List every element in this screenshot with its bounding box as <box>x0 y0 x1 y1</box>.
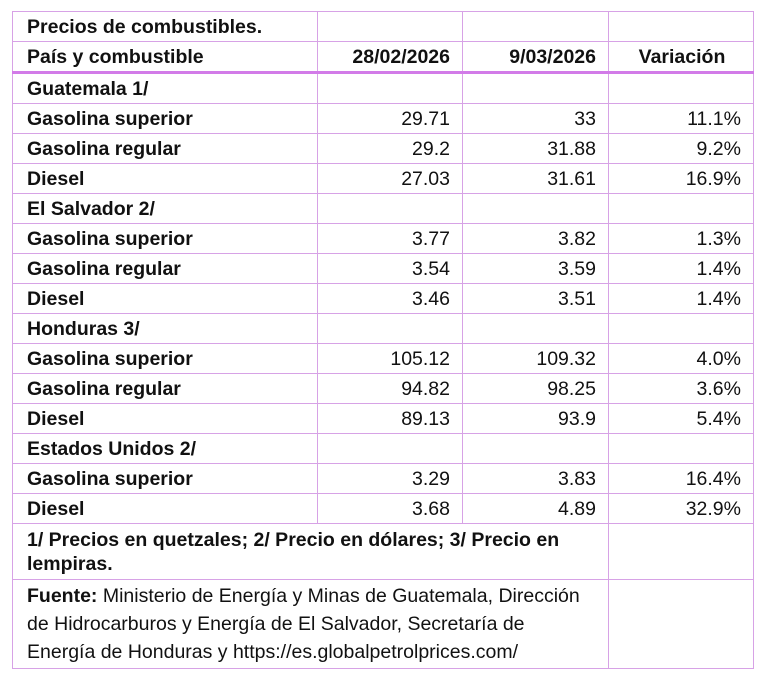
price-date-1: 105.12 <box>318 344 463 374</box>
title-empty-cell <box>318 12 463 42</box>
country-empty-cell <box>318 314 463 344</box>
fuel-name: Gasolina regular <box>13 254 318 284</box>
price-date-1: 3.54 <box>318 254 463 284</box>
fuel-name: Gasolina superior <box>13 224 318 254</box>
price-date-2: 93.9 <box>463 404 609 434</box>
country-empty-cell <box>463 314 609 344</box>
fuel-row <box>13 134 754 164</box>
country-row <box>13 73 754 104</box>
price-date-2: 33 <box>463 104 609 134</box>
price-variation: 16.4% <box>609 464 754 494</box>
country-empty-cell <box>318 73 463 104</box>
fuel-name: Gasolina superior <box>13 104 318 134</box>
fuel-row <box>13 464 754 494</box>
table-title: Precios de combustibles. <box>13 12 318 42</box>
fuel-name: Gasolina superior <box>13 344 318 374</box>
fuel-row <box>13 104 754 134</box>
price-date-1: 29.2 <box>318 134 463 164</box>
price-date-1: 89.13 <box>318 404 463 434</box>
price-date-2: 3.51 <box>463 284 609 314</box>
country-row <box>13 314 754 344</box>
price-date-1: 3.29 <box>318 464 463 494</box>
price-variation: 5.4% <box>609 404 754 434</box>
price-variation: 32.9% <box>609 494 754 524</box>
fuel-name: Diesel <box>13 404 318 434</box>
price-date-2: 109.32 <box>463 344 609 374</box>
country-empty-cell <box>318 194 463 224</box>
price-date-1: 3.68 <box>318 494 463 524</box>
header-variation: Variación <box>609 42 754 73</box>
fuel-row <box>13 224 754 254</box>
fuel-row <box>13 164 754 194</box>
fuel-name: Gasolina superior <box>13 464 318 494</box>
price-variation: 1.4% <box>609 254 754 284</box>
fuel-price-table-container <box>12 11 754 669</box>
fuel-name: Diesel <box>13 494 318 524</box>
price-date-2: 31.88 <box>463 134 609 164</box>
title-empty-cell <box>609 12 754 42</box>
fuel-name: Gasolina regular <box>13 134 318 164</box>
price-date-1: 3.46 <box>318 284 463 314</box>
country-row <box>13 434 754 464</box>
price-date-2: 3.59 <box>463 254 609 284</box>
fuel-row <box>13 284 754 314</box>
country-name: Guatemala 1/ <box>13 73 318 104</box>
price-variation: 9.2% <box>609 134 754 164</box>
fuel-row <box>13 494 754 524</box>
header-date-2: 9/03/2026 <box>463 42 609 73</box>
footnote-empty-cell <box>609 524 754 580</box>
price-variation: 1.4% <box>609 284 754 314</box>
country-empty-cell <box>318 434 463 464</box>
price-date-2: 98.25 <box>463 374 609 404</box>
header-row <box>13 42 754 73</box>
country-name: Estados Unidos 2/ <box>13 434 318 464</box>
header-country-fuel: País y combustible <box>13 42 318 73</box>
country-empty-cell <box>609 194 754 224</box>
fuel-name: Diesel <box>13 284 318 314</box>
footnote-row <box>13 524 754 580</box>
price-variation: 16.9% <box>609 164 754 194</box>
price-date-1: 94.82 <box>318 374 463 404</box>
price-date-1: 3.77 <box>318 224 463 254</box>
country-name: El Salvador 2/ <box>13 194 318 224</box>
price-date-1: 29.71 <box>318 104 463 134</box>
price-variation: 3.6% <box>609 374 754 404</box>
fuel-price-table <box>12 11 754 669</box>
title-empty-cell <box>463 12 609 42</box>
price-date-2: 4.89 <box>463 494 609 524</box>
price-variation: 4.0% <box>609 344 754 374</box>
title-row <box>13 12 754 42</box>
fuel-name: Gasolina regular <box>13 374 318 404</box>
source-row <box>13 580 754 669</box>
price-date-2: 31.61 <box>463 164 609 194</box>
footnote: 1/ Precios en quetzales; 2/ Precio en dólares; 3/ Precio en lempiras. <box>13 524 609 580</box>
source-note <box>13 580 609 669</box>
price-variation: 11.1% <box>609 104 754 134</box>
country-empty-cell <box>609 73 754 104</box>
country-empty-cell <box>463 434 609 464</box>
fuel-row <box>13 254 754 284</box>
fuel-name: Diesel <box>13 164 318 194</box>
country-empty-cell <box>463 73 609 104</box>
source-text: Ministerio de Energía y Minas de Guatemala, Dirección de Hidrocarburos y Energía de El Salvador, Secretaría de Energía de Honduras y https://es.globalpetrolprices.com/ <box>27 585 580 663</box>
country-row <box>13 194 754 224</box>
fuel-row <box>13 344 754 374</box>
header-date-1: 28/02/2026 <box>318 42 463 73</box>
price-date-2: 3.82 <box>463 224 609 254</box>
price-date-1: 27.03 <box>318 164 463 194</box>
source-empty-cell <box>609 580 754 669</box>
price-variation: 1.3% <box>609 224 754 254</box>
fuel-row <box>13 374 754 404</box>
fuel-row <box>13 404 754 434</box>
country-name: Honduras 3/ <box>13 314 318 344</box>
country-empty-cell <box>609 314 754 344</box>
price-date-2: 3.83 <box>463 464 609 494</box>
country-empty-cell <box>463 194 609 224</box>
country-empty-cell <box>609 434 754 464</box>
source-label: Fuente: <box>27 585 98 607</box>
